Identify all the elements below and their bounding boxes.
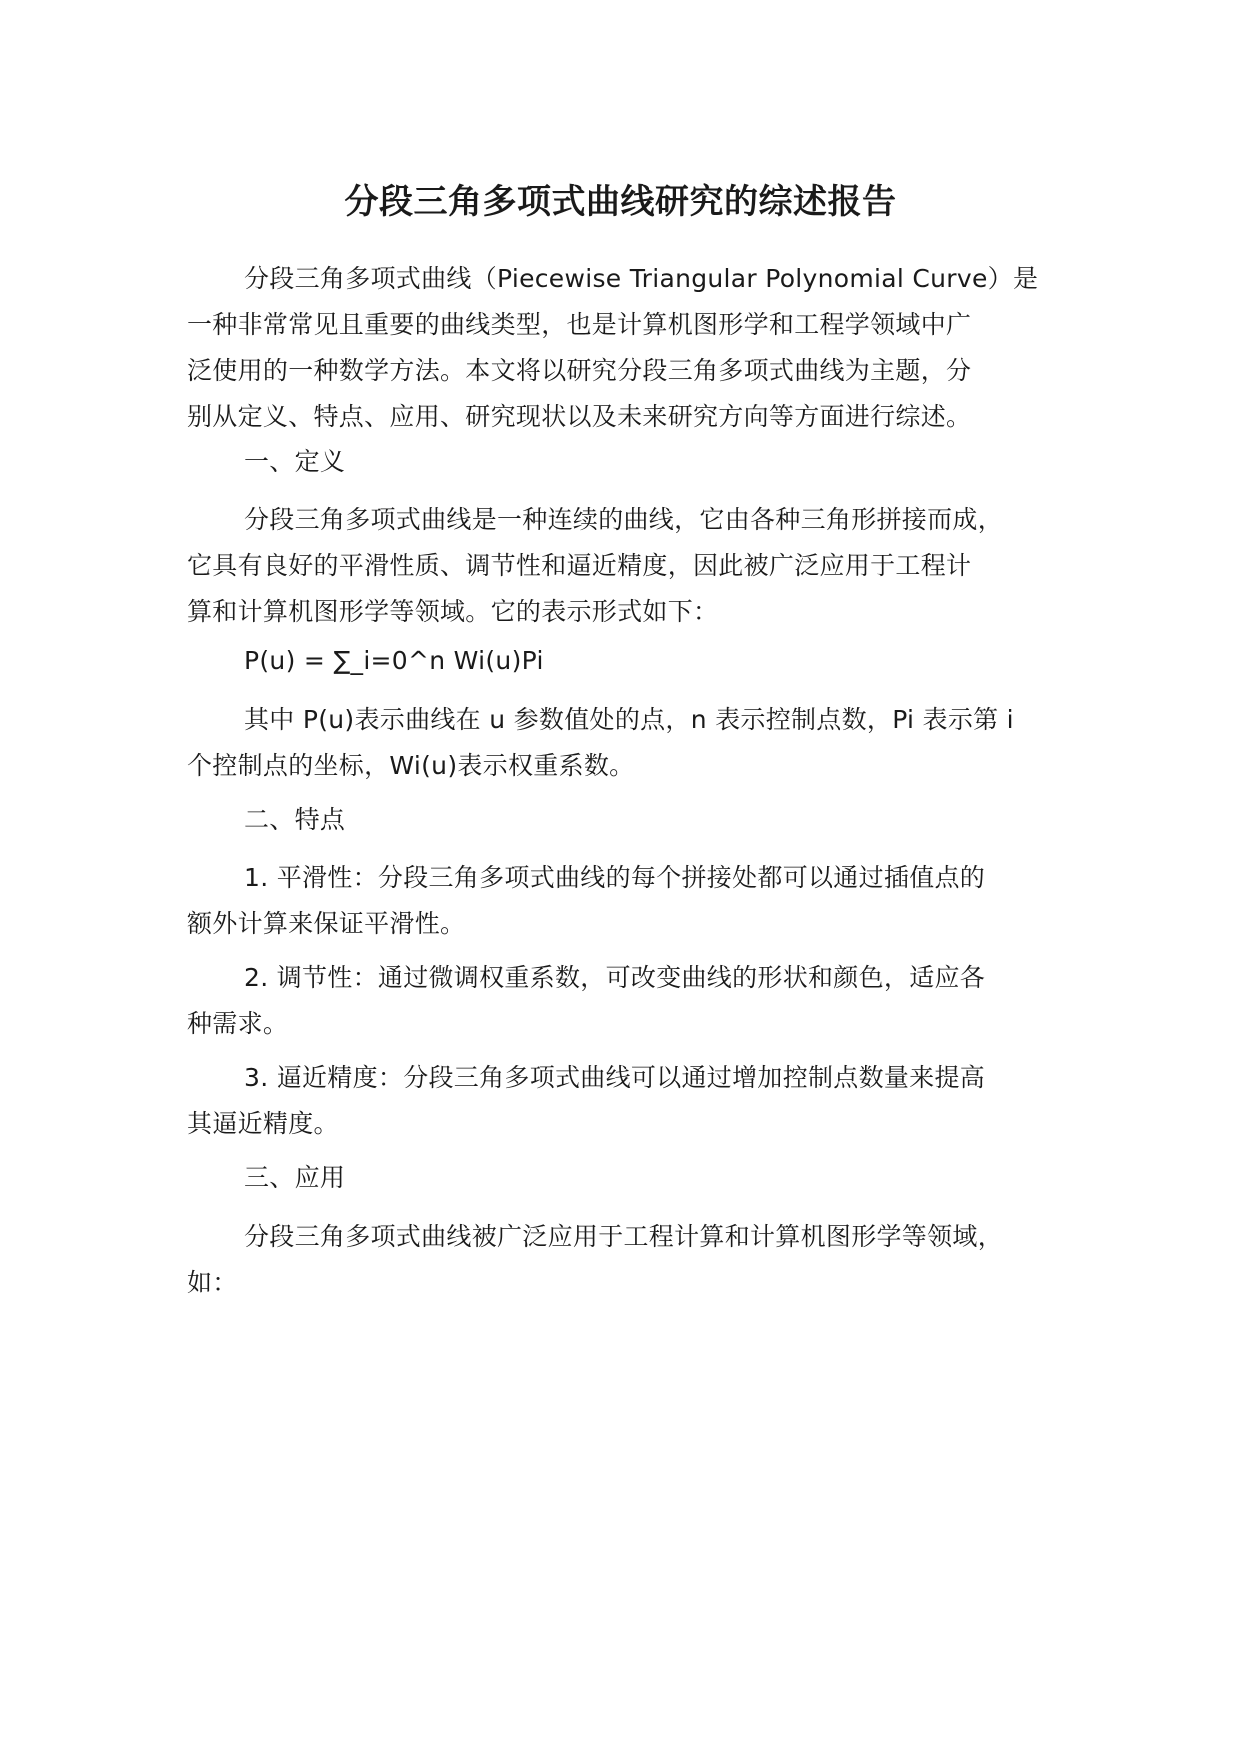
- text-line: 1. 平滑性：分段三角多项式曲线的每个拼接处都可以通过插值点的: [244, 863, 986, 892]
- definition-paragraph: [187, 497, 1087, 635]
- text-line: 个控制点的坐标，Wi(u)表示权重系数。: [187, 751, 635, 780]
- section-heading-applications: [187, 1155, 1087, 1201]
- text-line: 分段三角多项式曲线被广泛应用于工程计算和计算机图形学等领域，: [244, 1222, 1004, 1251]
- application-paragraph: [187, 1214, 1087, 1306]
- formula-explanation-paragraph: [187, 697, 1087, 789]
- text-line: 算和计算机图形学等领域。它的表示形式如下：: [187, 597, 719, 626]
- text-line: 其中 P(u)表示曲线在 u 参数值处的点，n 表示控制点数，Pi 表示第 i: [244, 705, 1014, 734]
- text-line: 种需求。: [187, 1009, 289, 1038]
- formula-text: P(u) = ∑_i=0^n Wi(u)Pi: [244, 646, 544, 675]
- text-line: 分段三角多项式曲线（Piecewise Triangular Polynomial Curve）是: [244, 264, 1039, 293]
- intro-paragraph: [187, 256, 1087, 440]
- text-line: 别从定义、特点、应用、研究现状以及未来研究方向等方面进行综述。: [187, 402, 972, 431]
- section-heading-text: 二、特点: [244, 805, 346, 834]
- text-line: 如：: [187, 1268, 238, 1297]
- document-title: 分段三角多项式曲线研究的综述报告: [344, 182, 897, 222]
- feature-item-smoothness: [187, 855, 1087, 947]
- text-line: 3. 逼近精度：分段三角多项式曲线可以通过增加控制点数量来提高: [244, 1063, 986, 1092]
- formula: [187, 638, 1087, 684]
- section-heading-definition: [187, 439, 1087, 485]
- feature-item-approximation: [187, 1055, 1087, 1147]
- text-line: 额外计算来保证平滑性。: [187, 909, 466, 938]
- text-line: 2. 调节性：通过微调权重系数，可改变曲线的形状和颜色，适应各: [244, 963, 986, 992]
- text-line: 泛使用的一种数学方法。本文将以研究分段三角多项式曲线为主题，分: [187, 356, 972, 385]
- section-heading-text: 三、应用: [244, 1163, 346, 1192]
- text-line: 它具有良好的平滑性质、调节性和逼近精度，因此被广泛应用于工程计: [187, 551, 972, 580]
- section-heading-features: [187, 797, 1087, 843]
- feature-item-adjustability: [187, 955, 1087, 1047]
- section-heading-text: 一、定义: [244, 447, 346, 476]
- text-line: 分段三角多项式曲线是一种连续的曲线，它由各种三角形拼接而成，: [244, 505, 1004, 534]
- text-line: 一种非常常见且重要的曲线类型，也是计算机图形学和工程学领域中广: [187, 310, 972, 339]
- text-line: 其逼近精度。: [187, 1109, 339, 1138]
